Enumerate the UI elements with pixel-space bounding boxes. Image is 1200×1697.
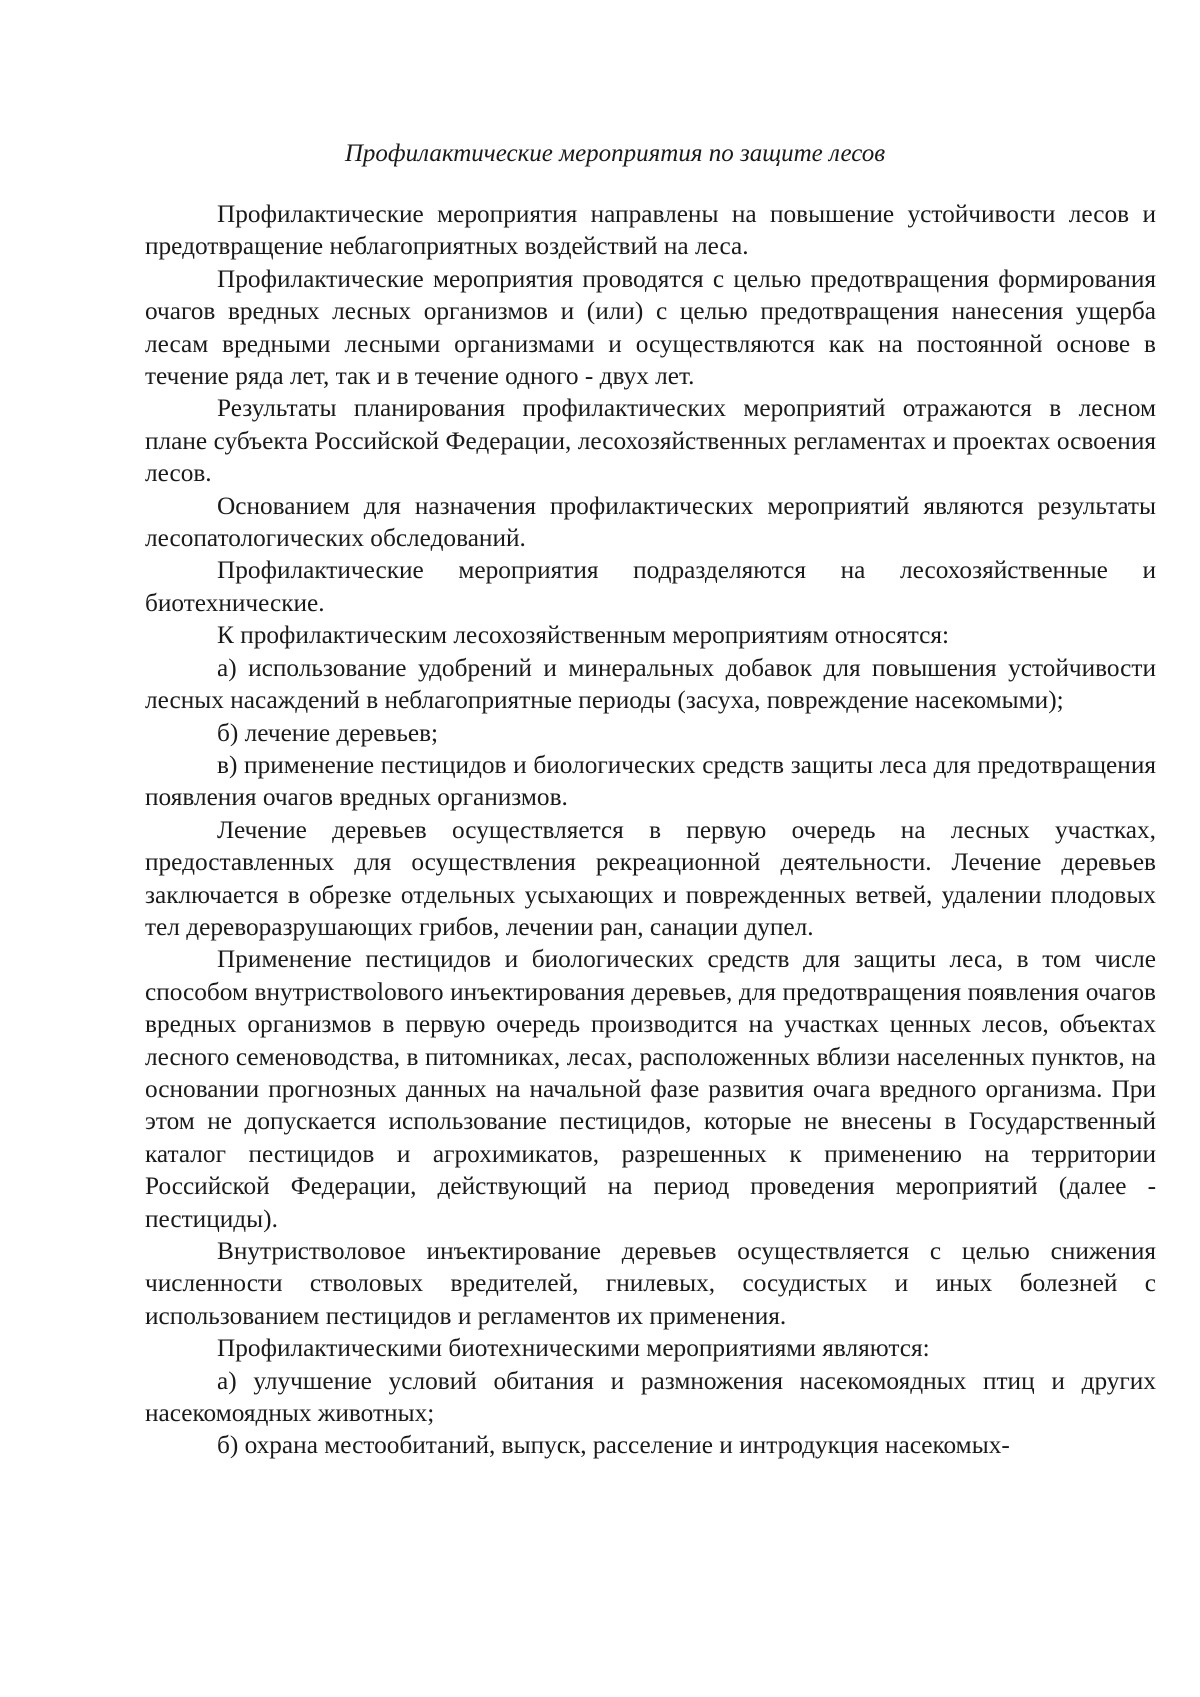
document-title: Профилактические мероприятия по защите лесов	[344, 140, 886, 167]
paragraph: Лечение деревьев осуществляется в первую очередь на лесных участках, предоставленных для осуществления рекреационной деятельности. Лечение деревьев заключается в обрезке отдельных усыхающих и поврежденных ветвей, удалении плодовых тел дереворазрушающих грибов, лечении ран, санации дупел.	[145, 815, 1156, 941]
paragraph: Основанием для назначения профилактических мероприятий являются результаты лесопатологических обследований.	[145, 491, 1156, 553]
paragraph: Профилактические мероприятия проводятся с целью предотвращения формирования очагов вредных лесных организмов и (или) с целью предотвращения нанесения ущерба лесам вредными лесными организмами и осуществляются как на постоянной основе в течение ряда лет, так и в течение одного - двух лет.	[145, 264, 1156, 391]
paragraph: Применение пестицидов и биологических средств для защиты леса, в том числе способом внутриствolового инъектирования деревьев, для предотвращения появления очагов вредных организмов в первую очередь производится на участках ценных лесов, объектах лесного семеноводства, в питомниках, лесах, расположенных вблизи населенных пунктов, на основании прогнозных данных на начальной фазе развития очага вредного организма. При этом не допускается использование пестицидов, которые не внесены в Государственный каталог пестицидов и агрохимикатов, разрешенных к применению на территории Российской Федерации, действующий на период проведения мероприятий (далее - пестициды).	[145, 945, 1156, 1233]
document-body	[145, 198, 1156, 1462]
paragraph: Профилактические мероприятия направлены на повышение устойчивости лесов и предотвращение неблагоприятных воздействий на леса.	[145, 200, 1156, 261]
list-item: б) охрана местообитаний, выпуск, расселение и интродукция насекомых-	[217, 1431, 1010, 1460]
paragraph: Внутриствoловое инъектирование деревьев осуществляется с целью снижения численности стволовых вредителей, гнилевых, сосудистых и иных болезней с использованием пестицидов и регламентов их применения.	[145, 1237, 1156, 1330]
list-item: а) использование удобрений и минеральных добавок для повышения устойчивости лесных насаждений в неблагоприятные периоды (засуха, повреждение насекомыми);	[145, 653, 1156, 715]
paragraph: Профилактические мероприятия подразделяются на лесохозяйственные и биотехнические.	[145, 556, 1156, 617]
list-item: в) применение пестицидов и биологических средств защиты леса для предотвращения появления очагов вредных организмов.	[145, 750, 1156, 812]
list-item: б) лечение деревьев;	[217, 718, 439, 747]
list-item: а) улучшение условий обитания и размножения насекомоядных птиц и других насекомоядных животных;	[145, 1366, 1156, 1428]
paragraph: К профилактическим лесохозяйственным мероприятиям относятся:	[217, 621, 950, 650]
paragraph: Профилактическими биотехническими мероприятиями являются:	[217, 1334, 930, 1363]
paragraph: Результаты планирования профилактических мероприятий отражаются в лесном плане субъекта Российской Федерации, лесохозяйственных регламентах и проектах освоения лесов.	[145, 394, 1156, 488]
